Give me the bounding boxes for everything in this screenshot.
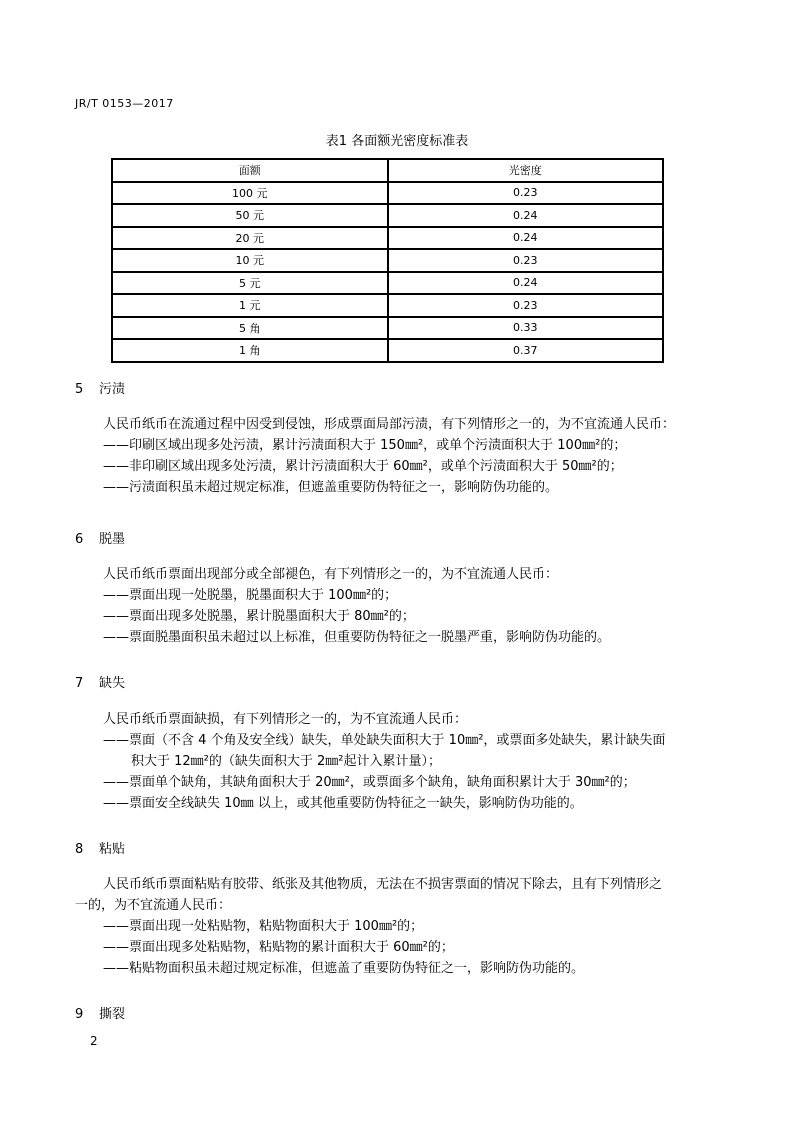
page-number: 2 xyxy=(90,1034,98,1048)
section-title: 粘贴 xyxy=(99,842,126,857)
cell-optical-density: 0.24 xyxy=(388,272,664,295)
section-body-8 xyxy=(75,874,662,979)
section-number: 5 xyxy=(75,382,84,397)
list-item: ——票面出现一处脱墨，脱墨面积大于 100㎜²的； xyxy=(103,588,398,603)
optical-density-table xyxy=(111,158,664,363)
table-row xyxy=(112,182,663,205)
document-code-header: JR/T 0153—2017 xyxy=(75,97,174,110)
list-item: ——污渍面积虽未超过规定标准，但遮盖重要防伪特征之一，影响防伪功能的。 xyxy=(103,480,559,495)
list-item: ——票面出现多处粘贴物，粘贴物的累计面积大于 60㎜²的； xyxy=(103,940,454,955)
cell-optical-density: 0.23 xyxy=(388,182,664,205)
section-title: 缺失 xyxy=(99,676,126,691)
cell-denomination: 20 元 xyxy=(112,227,388,250)
list-item: ——票面单个缺角，其缺角面积大于 20㎜²，或票面多个缺角，缺角面积累计大于 30㎜²的； xyxy=(103,775,636,790)
section-body-5 xyxy=(103,414,675,498)
table-row xyxy=(112,227,663,250)
section-intro: 人民币纸币票面粘贴有胶带、纸张及其他物质，无法在不损害票面的情况下除去，且有下列情形之 xyxy=(103,877,663,892)
section-number: 7 xyxy=(75,676,84,691)
cell-denomination: 1 元 xyxy=(112,294,388,317)
list-item: ——票面出现多处脱墨，累计脱墨面积大于 80㎜²的； xyxy=(103,609,415,624)
list-item-continuation: 积大于 12㎜²的（缺失面积大于 2㎜²起计入累计量）； xyxy=(131,754,442,769)
table-title: 表1 各面额光密度标准表 xyxy=(325,134,469,149)
section-body-7 xyxy=(103,709,665,814)
list-item: ——票面安全线缺失 10㎜ 以上，或其他重要防伪特征之一缺失，影响防伪功能的。 xyxy=(103,796,583,811)
section-intro: 人民币纸币在流通过程中因受到侵蚀，形成票面局部污渍，有下列情形之一的，为不宜流通人民币： xyxy=(103,417,676,432)
section-heading-5 xyxy=(75,378,125,397)
table-row xyxy=(112,339,663,362)
section-heading-6 xyxy=(75,528,125,547)
section-intro: 人民币纸币票面缺损，有下列情形之一的，为不宜流通人民币： xyxy=(103,712,468,727)
list-item: ——票面出现一处粘贴物，粘贴物面积大于 100㎜²的； xyxy=(103,919,424,934)
cell-denomination: 100 元 xyxy=(112,182,388,205)
table-row xyxy=(112,249,663,272)
list-item: ——印刷区域出现多处污渍，累计污渍面积大于 150㎜²，或单个污渍面积大于 100㎜²的； xyxy=(103,438,627,453)
column-header-denomination: 面额 xyxy=(112,159,388,182)
section-number: 8 xyxy=(75,842,84,857)
section-title: 污渍 xyxy=(99,382,126,397)
cell-denomination: 1 角 xyxy=(112,339,388,362)
cell-denomination: 5 角 xyxy=(112,317,388,340)
table-row xyxy=(112,204,663,227)
list-item: ——票面（不含 4 个角及安全线）缺失，单处缺失面积大于 10㎜²，或票面多处缺失，累计缺失面 xyxy=(103,733,666,748)
section-heading-7 xyxy=(75,672,125,691)
cell-optical-density: 0.24 xyxy=(388,204,664,227)
table-header-row xyxy=(112,159,663,182)
cell-optical-density: 0.23 xyxy=(388,249,664,272)
list-item: ——非印刷区域出现多处污渍，累计污渍面积大于 60㎜²，或单个污渍面积大于 50㎜²的； xyxy=(103,459,623,474)
cell-denomination: 50 元 xyxy=(112,204,388,227)
cell-denomination: 10 元 xyxy=(112,249,388,272)
cell-optical-density: 0.33 xyxy=(388,317,664,340)
list-item: ——票面脱墨面积虽未超过以上标准，但重要防伪特征之一脱墨严重，影响防伪功能的。 xyxy=(103,630,611,645)
section-intro-continuation: 一的，为不宜流通人民币： xyxy=(75,898,232,913)
table-row xyxy=(112,317,663,340)
section-title: 撕裂 xyxy=(99,1007,126,1022)
cell-optical-density: 0.23 xyxy=(388,294,664,317)
section-number: 9 xyxy=(75,1007,84,1022)
section-title: 脱墨 xyxy=(99,532,126,547)
table-row xyxy=(112,294,663,317)
table-row xyxy=(112,272,663,295)
list-item: ——粘贴物面积虽未超过规定标准，但遮盖了重要防伪特征之一，影响防伪功能的。 xyxy=(103,961,585,976)
section-number: 6 xyxy=(75,532,84,547)
section-body-6 xyxy=(103,564,610,648)
cell-denomination: 5 元 xyxy=(112,272,388,295)
section-intro: 人民币纸币票面出现部分或全部褪色，有下列情形之一的，为不宜流通人民币： xyxy=(103,567,559,582)
section-heading-9 xyxy=(75,1003,125,1022)
column-header-optical-density: 光密度 xyxy=(388,159,664,182)
section-heading-8 xyxy=(75,838,125,857)
cell-optical-density: 0.37 xyxy=(388,339,664,362)
cell-optical-density: 0.24 xyxy=(388,227,664,250)
